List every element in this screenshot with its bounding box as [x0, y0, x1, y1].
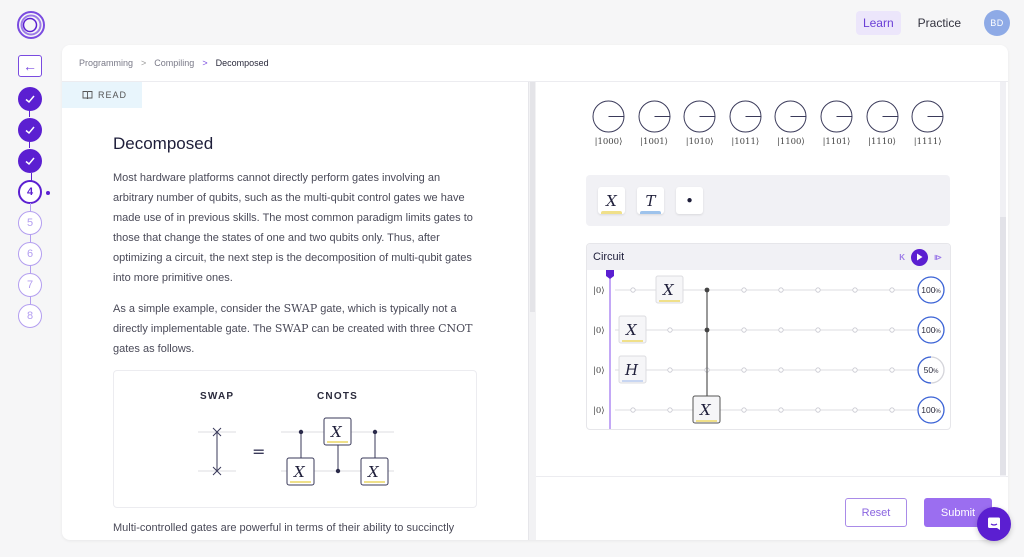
- current-step-indicator: [46, 191, 50, 195]
- palette-control-dot[interactable]: [676, 187, 703, 214]
- phase-circle-icon: [820, 100, 853, 133]
- svg-text:X: X: [663, 281, 674, 299]
- read-tab[interactable]: [62, 82, 142, 108]
- state-label: |1110⟩: [868, 137, 896, 147]
- reset-button[interactable]: Reset: [845, 498, 907, 527]
- phase-circle-icon: [638, 100, 671, 133]
- step-1[interactable]: [18, 87, 42, 111]
- svg-text:X: X: [700, 401, 711, 419]
- step-forward-icon[interactable]: ⧐: [934, 252, 942, 262]
- phase-circle-icon: [729, 100, 762, 133]
- logo-icon: [16, 10, 46, 40]
- svg-text:|0⟩: |0⟩: [593, 366, 605, 376]
- lesson-card: [62, 45, 1008, 540]
- step-5[interactable]: [18, 211, 42, 235]
- svg-text:X: X: [626, 321, 637, 339]
- gate-palette: [586, 175, 950, 226]
- pane-resizer[interactable]: [528, 82, 536, 540]
- app-logo[interactable]: [16, 10, 46, 40]
- step-7[interactable]: [18, 273, 42, 297]
- text: As a simple example, consider the: [113, 303, 284, 315]
- circuit-grid[interactable]: [587, 270, 951, 430]
- text: gates as follows.: [113, 343, 195, 355]
- breadcrumb-compiling[interactable]: Compiling: [154, 58, 195, 68]
- arrow-left-icon: ←: [23, 58, 37, 74]
- gate-color-bar: [640, 211, 661, 214]
- step-number: 6: [26, 248, 34, 260]
- gate-symbol: T: [645, 191, 656, 210]
- state-item: [592, 100, 625, 147]
- article-paragraph-2: [113, 299, 477, 359]
- qubit-4-probability: [918, 405, 944, 415]
- swap-cnot-figure: [113, 370, 477, 508]
- read-tab-label: READ: [98, 90, 128, 100]
- step-number: 7: [26, 279, 34, 291]
- article-title: Decomposed: [113, 134, 214, 153]
- swap-decomposition-diagram: [114, 371, 478, 509]
- nav-learn[interactable]: Learn: [856, 11, 901, 35]
- chevron-right-icon: >: [141, 58, 147, 68]
- article-paragraph-3: Multi-controlled gates are powerful in terms of their ability to succinctly: [113, 522, 455, 534]
- back-button[interactable]: [18, 55, 42, 77]
- scrollbar-thumb[interactable]: [1000, 217, 1006, 475]
- breadcrumb-programming[interactable]: Programming: [79, 58, 134, 68]
- phase-circle-icon: [911, 100, 944, 133]
- prob-unit: %: [933, 369, 939, 375]
- state-label: |1100⟩: [776, 137, 805, 147]
- interactive-pane: [536, 82, 1008, 540]
- circuit-title: Circuit: [593, 251, 625, 263]
- qubit-3-probability: [918, 365, 944, 375]
- right-pane-scrollbar[interactable]: [1000, 82, 1006, 477]
- article-paragraph-1: Most hardware platforms cannot directly perform gates involving an arbitrary number of qubits, such as the multi-qubit control gates we have made use of in previous skills. The most common paradigm limits gates to those that change the states of one and two qubits only. Thus, after optimizing a circuit, the next step is the decomposition of multi-qubit gates into more primitive ones.: [113, 172, 473, 284]
- check-icon: [24, 93, 36, 105]
- palette-gate-t[interactable]: [637, 187, 664, 214]
- swap-label: SWAP: [200, 391, 235, 402]
- svg-text:X: X: [294, 463, 305, 481]
- step-number: 4: [26, 186, 34, 198]
- gate-color-bar: [601, 211, 622, 214]
- action-footer: [536, 476, 1008, 540]
- math-cnot: CNOT: [438, 322, 473, 335]
- state-label: |1011⟩: [731, 137, 760, 147]
- article-content: [113, 134, 477, 370]
- phase-circle-icon: [683, 100, 716, 133]
- state-item: [866, 100, 899, 147]
- play-button[interactable]: [911, 249, 928, 266]
- step-number: 8: [26, 310, 34, 322]
- qubit-2-probability: [918, 325, 944, 335]
- math-swap: SWAP: [283, 302, 318, 315]
- svg-text:|0⟩: |0⟩: [593, 286, 605, 296]
- top-nav: [856, 10, 1010, 36]
- submit-button[interactable]: Submit: [924, 498, 992, 527]
- phase-circle-icon: [592, 100, 625, 133]
- phase-circle-icon: [866, 100, 899, 133]
- state-label: |1000⟩: [594, 137, 623, 147]
- reading-pane: [62, 82, 528, 540]
- nav-practice[interactable]: Practice: [917, 16, 961, 30]
- check-icon: [24, 155, 36, 167]
- svg-text:=: =: [252, 442, 266, 461]
- avatar[interactable]: BD: [984, 10, 1010, 36]
- prob-value: 100: [921, 405, 936, 415]
- state-label: |1111⟩: [913, 137, 942, 147]
- svg-text:X: X: [331, 423, 342, 441]
- prob-value: 100: [921, 285, 936, 295]
- step-4[interactable]: [18, 180, 42, 204]
- svg-text:H: H: [625, 361, 639, 379]
- state-label: |1001⟩: [640, 137, 668, 147]
- state-label: |1010⟩: [685, 137, 714, 147]
- svg-text:|0⟩: |0⟩: [593, 406, 605, 416]
- text: can be created with three: [308, 323, 439, 335]
- qubit-1-probability: [918, 285, 944, 295]
- chat-icon: [986, 516, 1002, 532]
- state-label: |1101⟩: [822, 137, 851, 147]
- step-6[interactable]: [18, 242, 42, 266]
- progress-rail: [18, 55, 44, 335]
- cnots-label: CNOTS: [317, 391, 358, 402]
- resizer-scroll-thumb[interactable]: [530, 82, 535, 312]
- text: gate, which is typically not a directly implementable gate. The: [113, 303, 457, 335]
- prob-unit: %: [935, 329, 941, 335]
- gate-symbol: X: [606, 191, 617, 210]
- book-icon: [82, 90, 93, 100]
- state-item: [683, 100, 716, 147]
- state-item: [729, 100, 762, 147]
- chevron-right-icon: >: [202, 58, 208, 68]
- state-item: [820, 100, 853, 147]
- phase-circle-icon: [774, 100, 807, 133]
- circuit-editor: [586, 243, 951, 430]
- breadcrumb: [62, 45, 1008, 82]
- prob-unit: %: [935, 409, 941, 415]
- state-item: [638, 100, 671, 147]
- math-swap: SWAP: [274, 322, 309, 335]
- svg-text:X: X: [368, 463, 379, 481]
- step-2[interactable]: [18, 118, 42, 142]
- playback-controls: [899, 249, 942, 266]
- step-8[interactable]: [18, 304, 42, 328]
- prob-value: 50: [923, 365, 934, 375]
- step-number: 5: [26, 217, 34, 229]
- play-icon: [916, 253, 923, 261]
- step-3[interactable]: [18, 149, 42, 173]
- prob-unit: %: [935, 289, 941, 295]
- step-back-icon[interactable]: K: [899, 252, 905, 262]
- prob-value: 100: [921, 325, 936, 335]
- breadcrumb-current: Decomposed: [215, 58, 269, 68]
- control-dot-icon: •: [685, 191, 694, 210]
- state-vector-display: [592, 100, 944, 147]
- check-icon: [24, 124, 36, 136]
- state-item: [911, 100, 944, 147]
- state-item: [774, 100, 807, 147]
- svg-text:|0⟩: |0⟩: [593, 326, 605, 336]
- palette-gate-x[interactable]: [598, 187, 625, 214]
- chat-button[interactable]: [977, 507, 1011, 541]
- circuit-header: [587, 244, 950, 270]
